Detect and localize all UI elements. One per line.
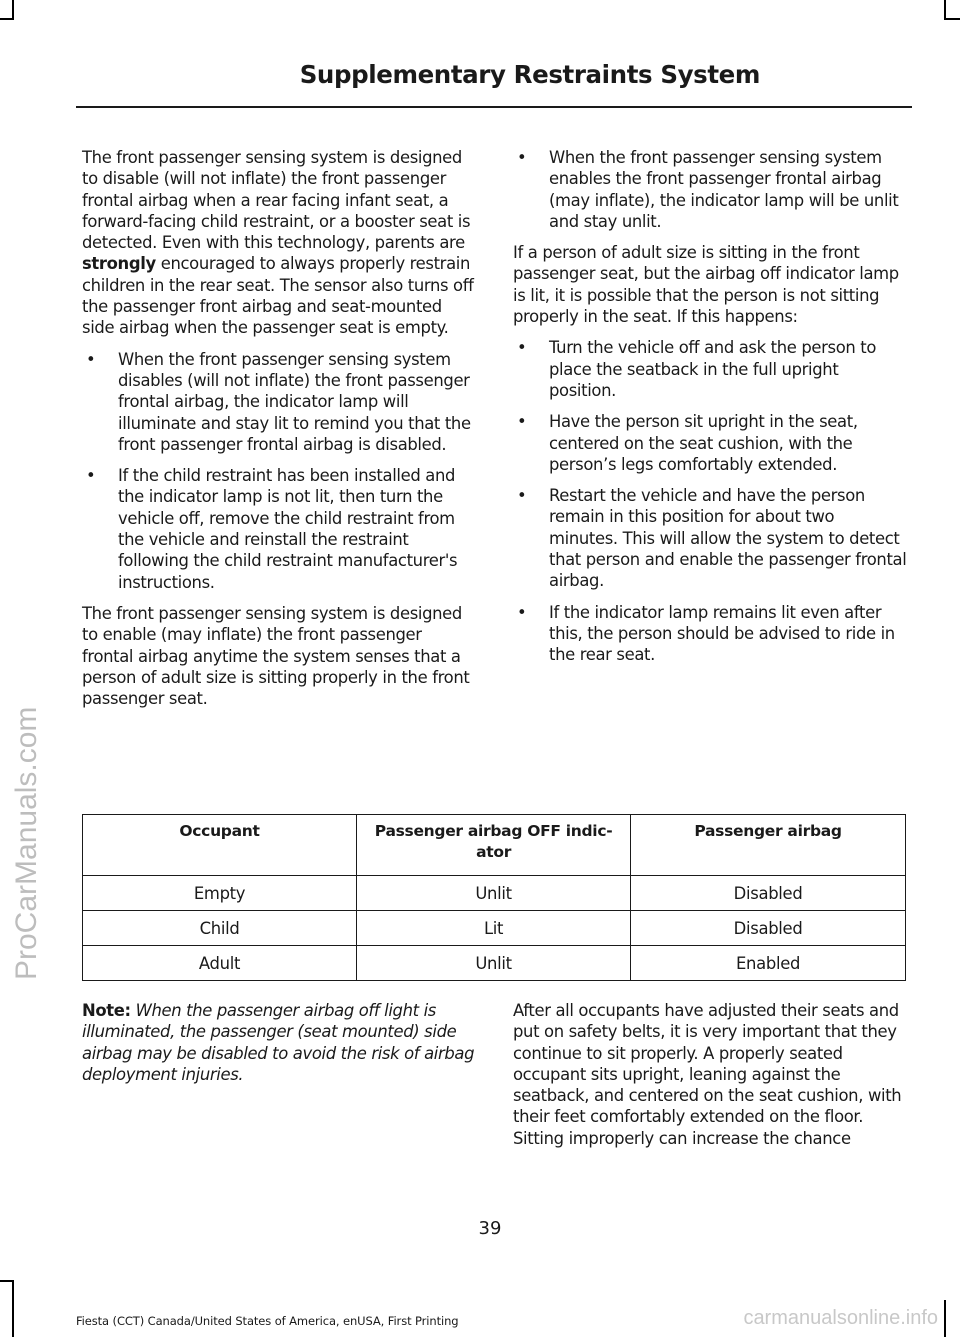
crop-mark	[0, 1280, 14, 1282]
table-header-row	[83, 815, 906, 876]
note-label: Note:	[82, 1001, 131, 1020]
page-title: Supplementary Restraints System	[299, 60, 760, 89]
list-item: • If the child restraint has been installed and the indicator lamp is not lit, then turn the vehicle off, remove the child restraint from the vehicle and reinstall the restraint following the child restraint manufacturer's instructions.	[82, 465, 474, 593]
column-header: Occupant	[83, 815, 357, 876]
occupant-table	[82, 814, 906, 981]
header-divider	[76, 106, 912, 108]
list-item: • When the front passenger sensing system disables (will not inflate) the front passenger frontal airbag, the indicator lamp will illuminate and stay lit to remind you that the front passenger frontal airbag is disabled.	[82, 349, 474, 455]
adult-paragraph: If a person of adult size is sitting in the front passenger seat, but the airbag off indicator lamp is lit, it is possible that the person is not sitting properly in the seat. If this happens:	[513, 243, 899, 327]
list-item: • Restart the vehicle and have the person remain in this position for about two minutes. This will allow the system to detect that person and enable the passenger frontal airbag.	[513, 485, 907, 591]
left-column	[82, 147, 474, 719]
crop-mark	[0, 18, 14, 20]
table-cell: Child	[83, 911, 357, 946]
intro-paragraph: The front passenger sensing system is designed to disable (will not inflate) the front passenger frontal airbag when a rear facing infant seat, a forward-facing child restraint, or a booster seat is detected. Even with this technology, parents are strongly encouraged to always properly restrain children in the rear seat. The sensor also turns off the passenger front airbag and seat-mounted side airbag when the passenger seat is empty.	[82, 148, 474, 338]
list-item: • If the indicator lamp remains lit even after this, the person should be advised to ride in the rear seat.	[513, 602, 907, 666]
crop-mark	[944, 1300, 946, 1337]
table-cell: Unlit	[357, 946, 631, 981]
list-item: • Turn the vehicle off and ask the person to place the seatback in the full upright position.	[513, 337, 907, 401]
crop-mark	[12, 1280, 14, 1337]
bullet-list	[513, 147, 907, 232]
column-header: Passenger airbag OFF indic-ator	[357, 815, 631, 876]
table-row	[83, 946, 906, 981]
list-item: • Have the person sit upright in the seat, centered on the seat cushion, with the person’s legs comfortably extended.	[513, 411, 907, 475]
note-text: When the passenger airbag off light is illuminated, the passenger (seat mounted) side airbag may be disabled to avoid the risk of airbag deployment injuries.	[82, 1001, 475, 1084]
bullet-list	[82, 349, 474, 593]
emphasis-strongly: strongly	[82, 254, 156, 274]
crop-mark	[12, 0, 14, 20]
table-cell: Lit	[357, 911, 631, 946]
column-header: Passenger airbag	[631, 815, 906, 876]
table-cell: Enabled	[631, 946, 906, 981]
side-watermark: ProCarManuals.com	[10, 706, 43, 980]
seating-paragraph: After all occupants have adjusted their seats and put on safety belts, it is very important that they continue to sit properly. A properly seated occupant sits upright, leaning against the seatback, and centered on the seat cushion, with their feet comfortably extended on the floor. Sitting improperly can increase the chance	[513, 1001, 902, 1148]
enable-paragraph: The front passenger sensing system is designed to enable (may inflate) the front passenger frontal airbag anytime the system senses that a person of adult size is sitting properly in the front passenger seat.	[82, 603, 470, 709]
table-row	[83, 911, 906, 946]
table-cell: Disabled	[631, 911, 906, 946]
page-number: 39	[478, 1218, 502, 1239]
table-cell: Adult	[83, 946, 357, 981]
table-row	[83, 876, 906, 911]
crop-mark	[944, 18, 960, 20]
table-cell: Unlit	[357, 876, 631, 911]
list-item: • When the front passenger sensing system enables the front passenger frontal airbag (may inflate), the indicator lamp will be unlit and stay unlit.	[513, 147, 907, 232]
footer-watermark: carmanualsonline.info	[743, 1307, 938, 1329]
right-column	[513, 147, 907, 676]
bullet-list	[513, 337, 907, 665]
note-block	[82, 1000, 476, 1085]
crop-mark	[944, 0, 946, 20]
table-cell: Disabled	[631, 876, 906, 911]
table-cell: Empty	[83, 876, 357, 911]
footer-text: Fiesta (CCT) Canada/United States of America, enUSA, First Printing	[76, 1314, 459, 1328]
